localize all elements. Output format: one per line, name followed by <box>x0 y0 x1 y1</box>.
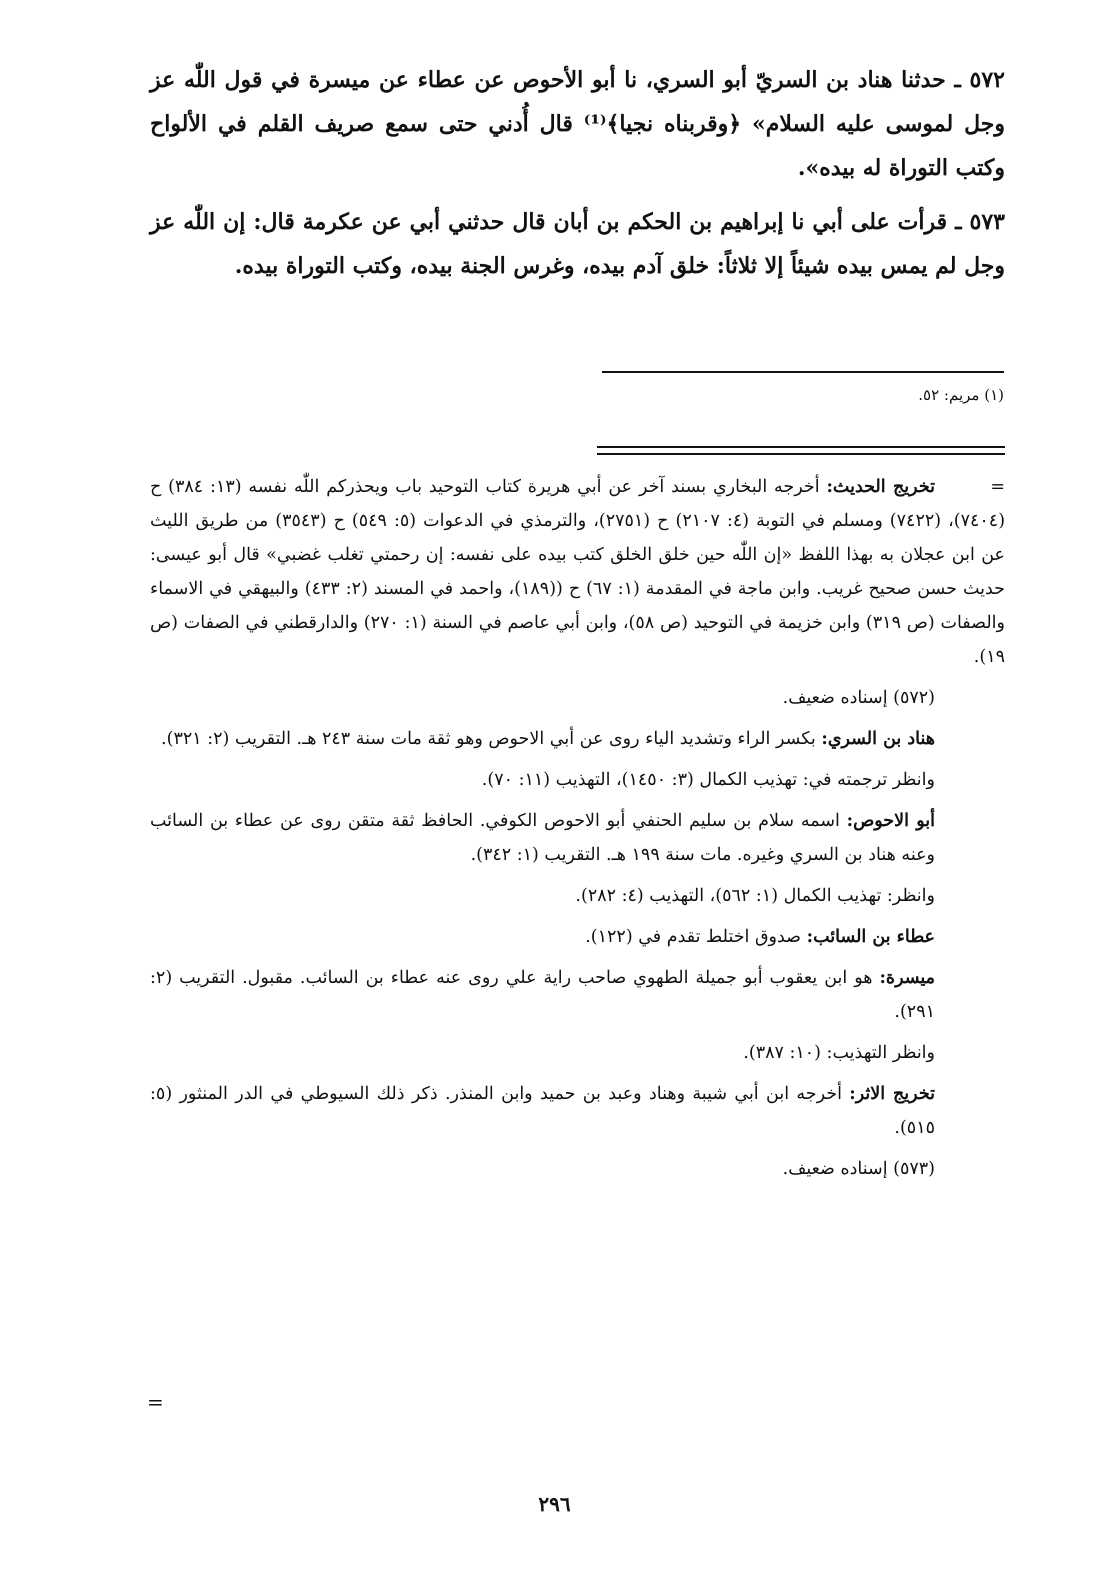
maysara-label: ميسرة: <box>879 968 935 988</box>
footnote-separator <box>602 371 1004 373</box>
hannad-label: هناد بن السري: <box>821 729 935 749</box>
main-text <box>150 58 1005 298</box>
continuation-mark: = <box>990 477 1005 497</box>
ata-label: عطاء بن السائب: <box>806 927 935 947</box>
takhrij-athar-label: تخريج الاثر: <box>849 1084 935 1104</box>
narration-573: ٥٧٣ ـ قرأت على أبي نا إبراهيم بن الحكم بن أبان قال حدثني أبي عن عكرمة قال: إن اللّٰه عز وجل لم يمس بيده شيئاً إلا ثلاثاً: خلق آدم بيده، وغرس الجنة بيده، وكتب التوراة بيده. <box>150 209 1005 279</box>
maysara-reference: وانظر التهذيب: (١٠: ٣٨٧). <box>743 1043 935 1063</box>
narration-572: ٥٧٢ ـ حدثنا هناد بن السريّ أبو السري، نا أبو الأحوص عن عطاء عن ميسرة في قول اللّٰه عز وجل لموسى عليه السلام» ﴿وقربناه نجيا﴾⁽¹⁾ قال أُدني حتى سمع صريف القلم في الألواح وكتب التوراة له بيده». <box>150 67 1005 181</box>
footnote: (١) مريم: ٥٢. <box>918 386 1004 404</box>
takhrij-hadith-text: أخرجه البخاري بسند آخر عن أبي هريرة كتاب التوحيد باب ويحذركم اللّٰه نفسه (١٣: ٣٨٤) ح (٧٤٠٤)، (٧٤٢٢) ومسلم في التوبة (٤: ٢١٠٧) ح (٢٧٥١)، والترمذي في الدعوات (٥: ٥٤٩) ح (٣٥٤٣) من طريق الليث عن ابن عجلان به بهذا اللفظ «إن اللّٰه حين خلق الخلق كتب بيده على نفسه: إن رحمتي تغلب غضبي» قال أبو عيسى: حديث حسن صحيح غريب. وابن ماجة في المقدمة (١: ٦٧) ح ((١٨٩)، واحمد في المسند (٢: ٤٣٣) والبيهقي في الاسماء والصفات (ص ٣١٩) وابن خزيمة في التوحيد (ص ٥٨)، وابن أبي عاصم في السنة (١: ٢٧٠) والدارقطني في الصفات (ص ١٩). <box>150 477 1006 667</box>
notes-separator <box>597 446 1005 455</box>
narrator-hannad <box>150 722 1005 756</box>
narrator-maysara <box>150 961 1005 1029</box>
continuation-mark-end: = <box>147 1390 164 1414</box>
ahwas-reference: وانظر: تهذيب الكمال (١: ٥٦٢)، التهذيب (٤: ٢٨٢). <box>575 886 935 906</box>
hannad-text: بكسر الراء وتشديد الياء روى عن أبي الاحوص وهو ثقة مات سنة ٢٤٣ هـ. التقريب (٢: ٣٢١). <box>161 729 822 749</box>
takhrij-hadith <box>150 470 1005 674</box>
ahwas-label: أبو الاحوص: <box>846 811 935 831</box>
takhrij-hadith-label: تخريج الحديث: <box>826 477 935 497</box>
takhrij-athar-text: أخرجه ابن أبي شيبة وهناد وعبد بن حميد وابن المنذر. ذكر ذلك السيوطي في الدر المنثور (٥: ٥١٥). <box>150 1084 935 1138</box>
takhrij-athar <box>150 1077 1005 1145</box>
narrator-ata <box>150 920 1005 954</box>
maysara-text: هو ابن يعقوب أبو جميلة الطهوي صاحب راية علي روى عنه عطاء بن السائب. مقبول. التقريب (٢: ٢٩١). <box>150 968 935 1022</box>
isnad-572: (٥٧٢) إسناده ضعيف. <box>782 688 935 708</box>
hannad-reference: وانظر ترجمته في: تهذيب الكمال (٣: ١٤٥٠)، التهذيب (١١: ٧٠). <box>481 770 935 790</box>
page-number: ٢٩٦ <box>538 1492 571 1516</box>
scholarly-notes <box>150 470 1005 1193</box>
ahwas-text: اسمه سلام بن سليم الحنفي أبو الاحوص الكوفي. الحافظ ثقة متقن روى عن عطاء بن السائب وعنه هناد بن السري وغيره. مات سنة ١٩٩ هـ. التقريب (١: ٣٤٢). <box>150 811 935 865</box>
ata-text: صدوق اختلط تقدم في (١٢٢). <box>585 927 807 947</box>
isnad-573: (٥٧٣) إسناده ضعيف. <box>782 1159 935 1179</box>
narrator-abu-al-ahwas <box>150 804 1005 872</box>
